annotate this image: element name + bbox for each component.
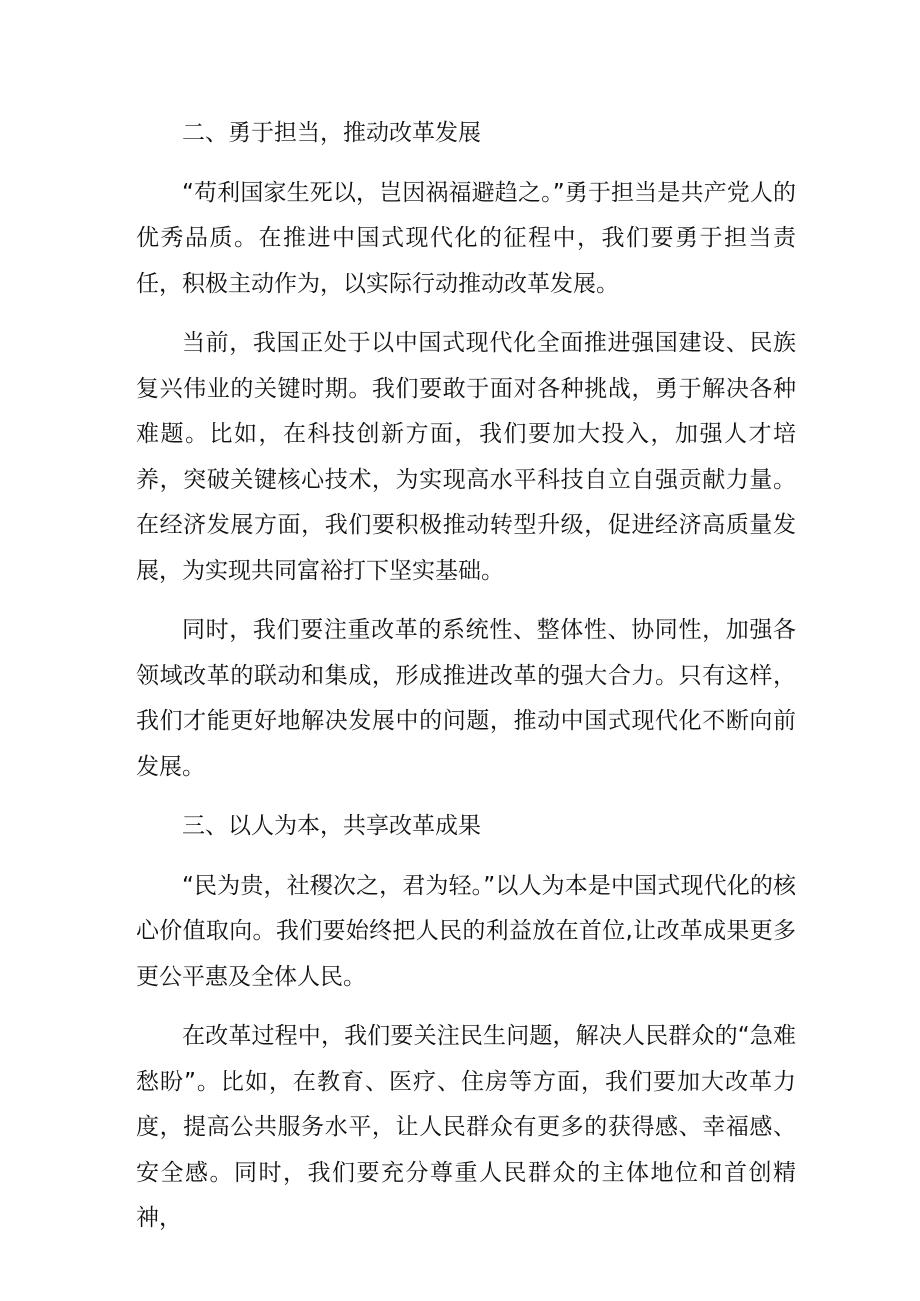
document-body xyxy=(136,111,796,1256)
paragraph-3: 同时，我们要注重改革的系统性、整体性、协同性，加强各领域改革的联动和集成，形成推进改革的强大合力。只有这样，我们才能更好地解决发展中的问题，推动中国式现代化不断向前发展。 xyxy=(136,617,796,780)
paragraph-5: 在改革过程中，我们要关注民生问题，解决人民群众的“急难愁盼”。比如，在教育、医疗、住房等方面，我们要加大改革力度，提高公共服务水平，让人民群众有更多的获得感、幸福感、安全感。同时，我们要充分尊重人民群众的主体地位和首创精神， xyxy=(136,1023,796,1231)
section-heading-3: 三、以人为本，共享改革成果 xyxy=(182,813,481,839)
section-heading-2: 二、勇于担当，推动改革发展 xyxy=(182,120,481,146)
paragraph-4: “民为贵，社稷次之，君为轻。”以人为本是中国式现代化的核心价值取向。我们要始终把人民的利益放在首位,让改革成果更多更公平惠及全体人民。 xyxy=(136,872,796,990)
paragraph-2: 当前，我国正处于以中国式现代化全面推进强国建设、民族复兴伟业的关键时期。我们要敢于面对各种挑战，勇于解决各种难题。比如，在科技创新方面，我们要加大投入，加强人才培养，突破关键核心技术，为实现高水平科技自立自强贡献力量。在经济发展方面，我们要积极推动转型升级，促进经济高质量发展，为实现共同富裕打下坚实基础。 xyxy=(136,330,796,584)
paragraph-1: “苟利国家生死以，岂因祸福避趋之。”勇于担当是共产党人的优秀品质。在推进中国式现代化的征程中，我们要勇于担当责任，积极主动作为，以实际行动推动改革发展。 xyxy=(136,179,796,297)
